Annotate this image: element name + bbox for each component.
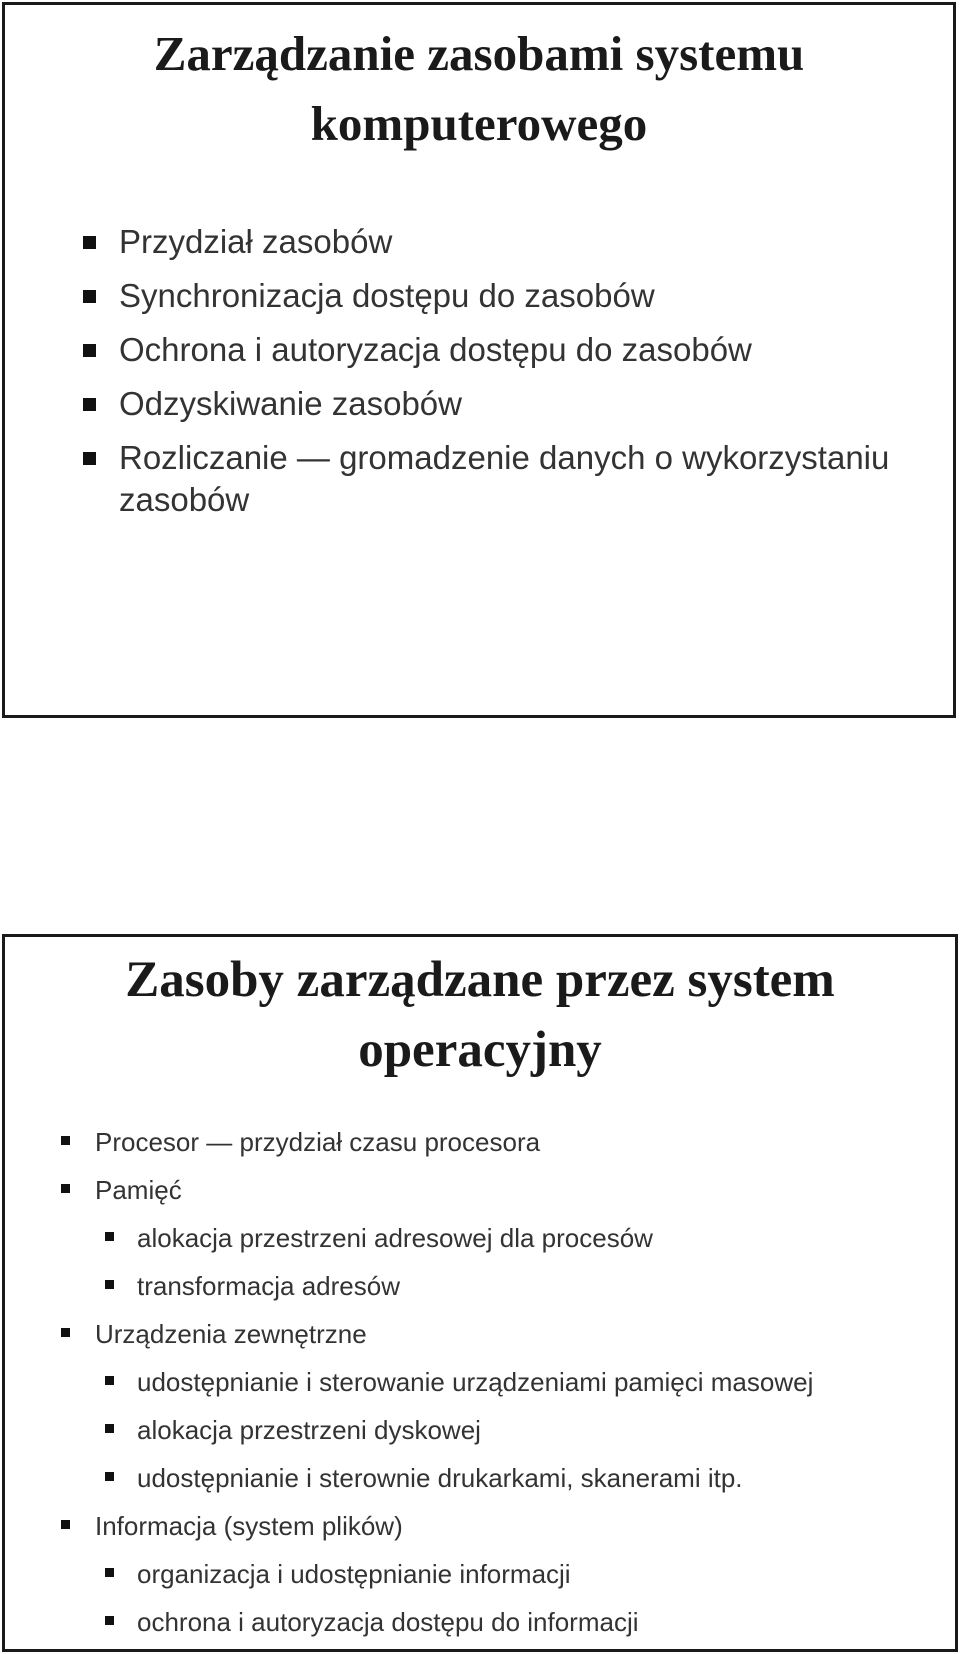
- square-bullet-icon: [83, 236, 96, 249]
- square-bullet-icon: [83, 398, 96, 411]
- square-bullet-icon: [105, 1280, 114, 1289]
- list-item: [83, 329, 923, 371]
- sub-list-item: [61, 1461, 941, 1495]
- list-item: [83, 275, 923, 317]
- list-item-text: Procesor — przydział czasu procesora: [95, 1127, 541, 1157]
- list-item: [83, 383, 923, 425]
- square-bullet-icon: [61, 1136, 70, 1145]
- list-item-text: alokacja przestrzeni adresowej dla procesów: [137, 1223, 653, 1253]
- sub-list-item: [61, 1605, 941, 1639]
- bullet-list: [61, 1125, 941, 1653]
- list-item-text: Ochrona i autoryzacja dostępu do zasobów: [119, 331, 752, 368]
- title-line-2: komputerowego: [310, 96, 648, 151]
- square-bullet-icon: [61, 1328, 70, 1337]
- list-item: [61, 1509, 941, 1543]
- slide-managed-resources: [2, 934, 958, 1652]
- list-item-text: udostępnianie i sterowanie urządzeniami pamięci masowej: [137, 1367, 814, 1397]
- square-bullet-icon: [83, 290, 96, 303]
- list-item-text: Przydział zasobów: [119, 223, 393, 260]
- list-item-text: Synchronizacja dostępu do zasobów: [119, 277, 655, 314]
- list-item: [61, 1317, 941, 1351]
- sub-list-item: [61, 1365, 941, 1399]
- sub-list-item: [61, 1269, 941, 1303]
- title-line-1: Zasoby zarządzane przez system: [125, 952, 835, 1008]
- square-bullet-icon: [105, 1424, 114, 1433]
- list-item-text: Odzyskiwanie zasobów: [119, 385, 462, 422]
- list-item-text: Rozliczanie — gromadzenie danych o wykorzystaniu zasobów: [119, 439, 890, 518]
- slide-title: [5, 19, 953, 159]
- square-bullet-icon: [105, 1376, 114, 1385]
- slide-title: [5, 945, 955, 1085]
- bullet-list: [83, 221, 923, 533]
- square-bullet-icon: [61, 1520, 70, 1529]
- sub-list-item: [61, 1221, 941, 1255]
- square-bullet-icon: [105, 1568, 114, 1577]
- list-item-text: organizacja i udostępnianie informacji: [137, 1559, 571, 1589]
- list-item: [61, 1125, 941, 1159]
- title-line-1: Zarządzanie zasobami systemu: [153, 26, 805, 81]
- list-item: [61, 1173, 941, 1207]
- sub-list-item: [61, 1557, 941, 1591]
- list-item-text: alokacja przestrzeni dyskowej: [137, 1415, 481, 1445]
- title-line-2: operacyjny: [358, 1022, 602, 1078]
- list-item-text: Urządzenia zewnętrzne: [95, 1319, 367, 1349]
- square-bullet-icon: [83, 452, 96, 465]
- sub-list-item: [61, 1413, 941, 1447]
- list-item-text: Informacja (system plików): [95, 1511, 403, 1541]
- square-bullet-icon: [105, 1472, 114, 1481]
- list-item-text: Pamięć: [95, 1175, 182, 1205]
- list-item-text: udostępnianie i sterownie drukarkami, skanerami itp.: [137, 1463, 743, 1493]
- list-item: [83, 437, 923, 521]
- square-bullet-icon: [61, 1184, 70, 1193]
- list-item: [83, 221, 923, 263]
- list-item-text: ochrona i autoryzacja dostępu do informacji: [137, 1607, 639, 1637]
- square-bullet-icon: [105, 1232, 114, 1241]
- square-bullet-icon: [105, 1616, 114, 1625]
- slide-resource-management: [2, 2, 956, 718]
- square-bullet-icon: [83, 344, 96, 357]
- list-item-text: transformacja adresów: [137, 1271, 400, 1301]
